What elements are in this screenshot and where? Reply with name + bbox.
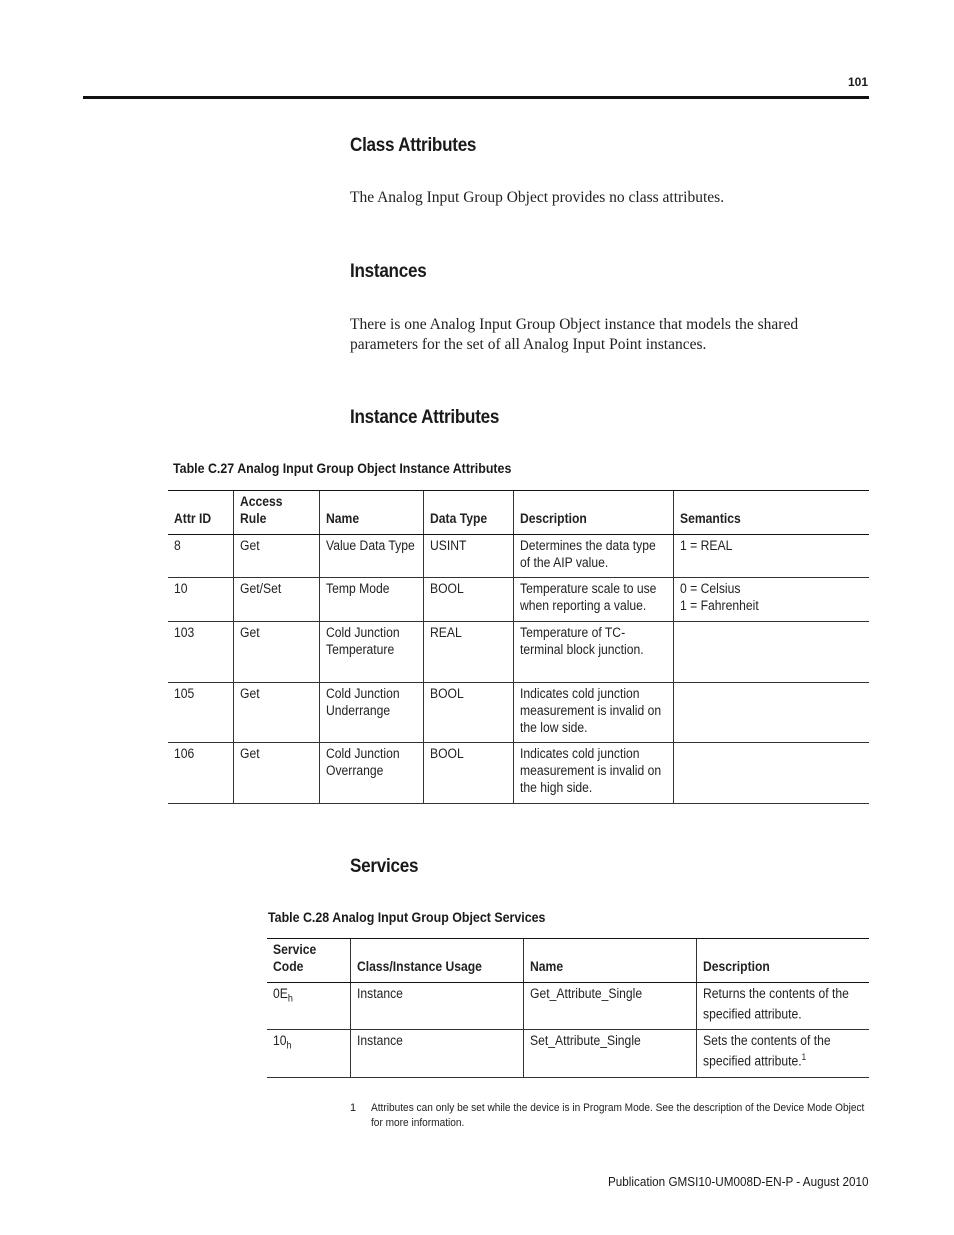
table-cell: Get/Set bbox=[233, 578, 319, 622]
instances-heading: Instances bbox=[350, 261, 427, 282]
table-cell: 0 = Celsius 1 = Fahrenheit bbox=[673, 578, 869, 622]
table-cell: Get bbox=[233, 535, 319, 578]
table-cell bbox=[673, 743, 869, 804]
table-c27-caption: Table C.27 Analog Input Group Object Instance Attributes bbox=[173, 461, 512, 476]
table-cell: Indicates cold junction measurement is invalid on the low side. bbox=[513, 683, 673, 743]
class-attributes-heading: Class Attributes bbox=[350, 135, 477, 156]
table-cell: Returns the contents of the specified attribute. bbox=[696, 983, 869, 1030]
header-rule bbox=[83, 96, 869, 99]
table-cell: Temperature of TC-terminal block junction. bbox=[513, 622, 673, 683]
column-header: Description bbox=[513, 491, 673, 535]
table-cell: BOOL bbox=[423, 743, 513, 804]
table-cell: Get bbox=[233, 683, 319, 743]
table-cell bbox=[673, 683, 869, 743]
table-cell: Instance bbox=[350, 1029, 523, 1077]
table-row bbox=[168, 683, 869, 743]
column-header: Name bbox=[319, 491, 423, 535]
class-attributes-text: The Analog Input Group Object provides no class attributes. bbox=[350, 189, 725, 206]
table-cell: 1 = REAL bbox=[673, 535, 869, 578]
services-table bbox=[267, 938, 869, 1078]
table-cell: Get_Attribute_Single bbox=[523, 983, 696, 1030]
instance-attributes-table bbox=[168, 490, 869, 804]
table-row bbox=[168, 535, 869, 578]
table-cell: REAL bbox=[423, 622, 513, 683]
column-header: Semantics bbox=[673, 491, 869, 535]
table-cell: Instance bbox=[350, 983, 523, 1030]
table-cell: Determines the data type of the AIP value. bbox=[513, 535, 673, 578]
table-cell: 103 bbox=[168, 622, 233, 683]
table-row bbox=[168, 743, 869, 804]
table-cell: Sets the contents of the specified attribute.$^1$ bbox=[696, 1029, 869, 1077]
table-cell: Cold Junction Underrange bbox=[319, 683, 423, 743]
publication-footer bbox=[560, 1174, 869, 1189]
table-header-row bbox=[267, 939, 869, 983]
footnote-number: 1 bbox=[350, 1102, 357, 1114]
table-cell: 105 bbox=[168, 683, 233, 743]
table-cell: BOOL bbox=[423, 578, 513, 622]
table-row bbox=[267, 983, 869, 1030]
table-cell: Cold Junction Overrange bbox=[319, 743, 423, 804]
publication-id: Publication GMSI10-UM008D-EN-P - August 2010 bbox=[608, 1174, 869, 1189]
service-code-cell: $0E_h$ bbox=[267, 983, 350, 1030]
table-cell: Cold Junction Temperature bbox=[319, 622, 423, 683]
table-cell bbox=[673, 622, 869, 683]
table-cell: Set_Attribute_Single bbox=[523, 1029, 696, 1077]
column-header: Attr ID bbox=[168, 491, 233, 535]
table-cell: USINT bbox=[423, 535, 513, 578]
table-cell: 106 bbox=[168, 743, 233, 804]
footnote-reference: 1 bbox=[801, 1051, 806, 1062]
table-cell: BOOL bbox=[423, 683, 513, 743]
column-header: Data Type bbox=[423, 491, 513, 535]
instances-text: There is one Analog Input Group Object instance that models the shared parameters for the set of all Analog Input Point instances. bbox=[350, 316, 799, 353]
page-number: 101 bbox=[847, 75, 868, 89]
footnote bbox=[350, 1101, 870, 1131]
table-cell: Temp Mode bbox=[319, 578, 423, 622]
table-cell: Value Data Type bbox=[319, 535, 423, 578]
table-cell: Get bbox=[233, 622, 319, 683]
instance-attributes-heading: Instance Attributes bbox=[350, 407, 500, 428]
table-row bbox=[267, 1029, 869, 1077]
column-header: Access Rule bbox=[233, 491, 319, 535]
column-header: Name bbox=[523, 939, 696, 983]
column-header: Service Code bbox=[267, 939, 350, 983]
table-cell: Temperature scale to use when reporting a value. bbox=[513, 578, 673, 622]
table-header-row bbox=[168, 491, 869, 535]
service-code-cell: $10_h$ bbox=[267, 1029, 350, 1077]
table-row bbox=[168, 578, 869, 622]
table-row bbox=[168, 622, 869, 683]
table-cell: Indicates cold junction measurement is invalid on the high side. bbox=[513, 743, 673, 804]
table-cell: 10 bbox=[168, 578, 233, 622]
table-cell: 8 bbox=[168, 535, 233, 578]
column-header: Description bbox=[696, 939, 869, 983]
services-heading: Services bbox=[350, 856, 419, 877]
table-c28-caption: Table C.28 Analog Input Group Object Services bbox=[268, 910, 546, 925]
column-header: Class/Instance Usage bbox=[350, 939, 523, 983]
footnote-text: Attributes can only be set while the device is in Program Mode. See the description of the Device Mode Object for more information. bbox=[371, 1102, 865, 1129]
table-cell: Get bbox=[233, 743, 319, 804]
